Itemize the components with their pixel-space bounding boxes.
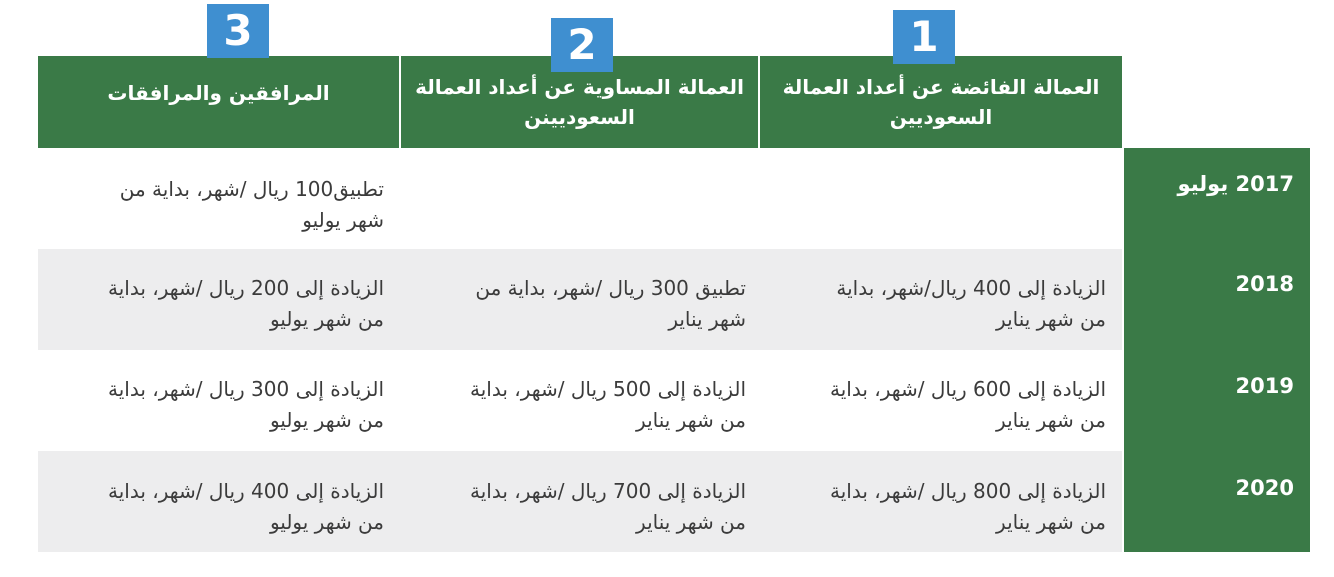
year-label: 2020 <box>1235 476 1294 500</box>
cell-line: الزيادة إلى 400 ريال/شهر، بداية <box>836 276 1106 300</box>
cell-dependents-2018 <box>48 273 384 335</box>
cell-line: الزيادة إلى 300 ريال /شهر، بداية <box>108 377 384 401</box>
cell-dependents-2020 <box>48 476 384 538</box>
badge-number-2: 2 <box>551 18 613 72</box>
header-dependents <box>38 56 399 148</box>
cell-line: من شهر يناير <box>996 307 1106 331</box>
badge-number-3: 3 <box>207 4 269 58</box>
cell-line: شهر يناير <box>668 307 746 331</box>
cell-line: من شهر يوليو <box>269 307 384 331</box>
cell-surplus-2019 <box>770 374 1106 436</box>
header-equal-workers-line-1: العمالة المساوية عن أعداد العمالة <box>415 75 744 99</box>
header-surplus-workers-line-2: السعوديين <box>889 105 993 129</box>
cell-line: من شهر يناير <box>636 408 746 432</box>
cell-line: الزيادة إلى 200 ريال /شهر، بداية <box>108 276 384 300</box>
year-label: 2019 <box>1235 374 1294 398</box>
cell-line: تطبيق 300 ريال /شهر، بداية من <box>475 276 746 300</box>
cell-line: من شهر يناير <box>996 510 1106 534</box>
cell-surplus-2020 <box>770 476 1106 538</box>
cell-line: من شهر يناير <box>636 510 746 534</box>
cell-line: الزيادة إلى 400 ريال /شهر، بداية <box>108 479 384 503</box>
cell-equal-2018 <box>410 273 746 335</box>
cell-dependents-2017 <box>48 174 384 236</box>
cell-line: الزيادة إلى 500 ريال /شهر، بداية <box>470 377 746 401</box>
cell-line: الزيادة إلى 700 ريال /شهر، بداية <box>470 479 746 503</box>
year-label: 2018 <box>1235 272 1294 296</box>
cell-line: الزيادة إلى 800 ريال /شهر، بداية <box>830 479 1106 503</box>
cell-surplus-2018 <box>770 273 1106 335</box>
cell-line: شهر يوليو <box>302 208 384 232</box>
header-equal-workers-line-2: السعوديينن <box>524 105 635 129</box>
cell-line: تطبيق100 ريال /شهر، بداية من <box>119 177 384 201</box>
cell-line: من شهر يناير <box>996 408 1106 432</box>
cell-line: من شهر يوليو <box>269 408 384 432</box>
header-dependents-line-1: المرافقين والمرافقات <box>107 81 330 105</box>
badge-number-1: 1 <box>893 10 955 64</box>
header-surplus-workers <box>760 56 1122 148</box>
cell-equal-2020 <box>410 476 746 538</box>
cell-equal-2019 <box>410 374 746 436</box>
cell-line: من شهر يوليو <box>269 510 384 534</box>
cell-line: الزيادة إلى 600 ريال /شهر، بداية <box>830 377 1106 401</box>
header-surplus-workers-line-1: العمالة الفائضة عن أعداد العمالة <box>782 75 1100 99</box>
cell-dependents-2019 <box>48 374 384 436</box>
year-label: 2017 يوليو <box>1177 172 1294 196</box>
